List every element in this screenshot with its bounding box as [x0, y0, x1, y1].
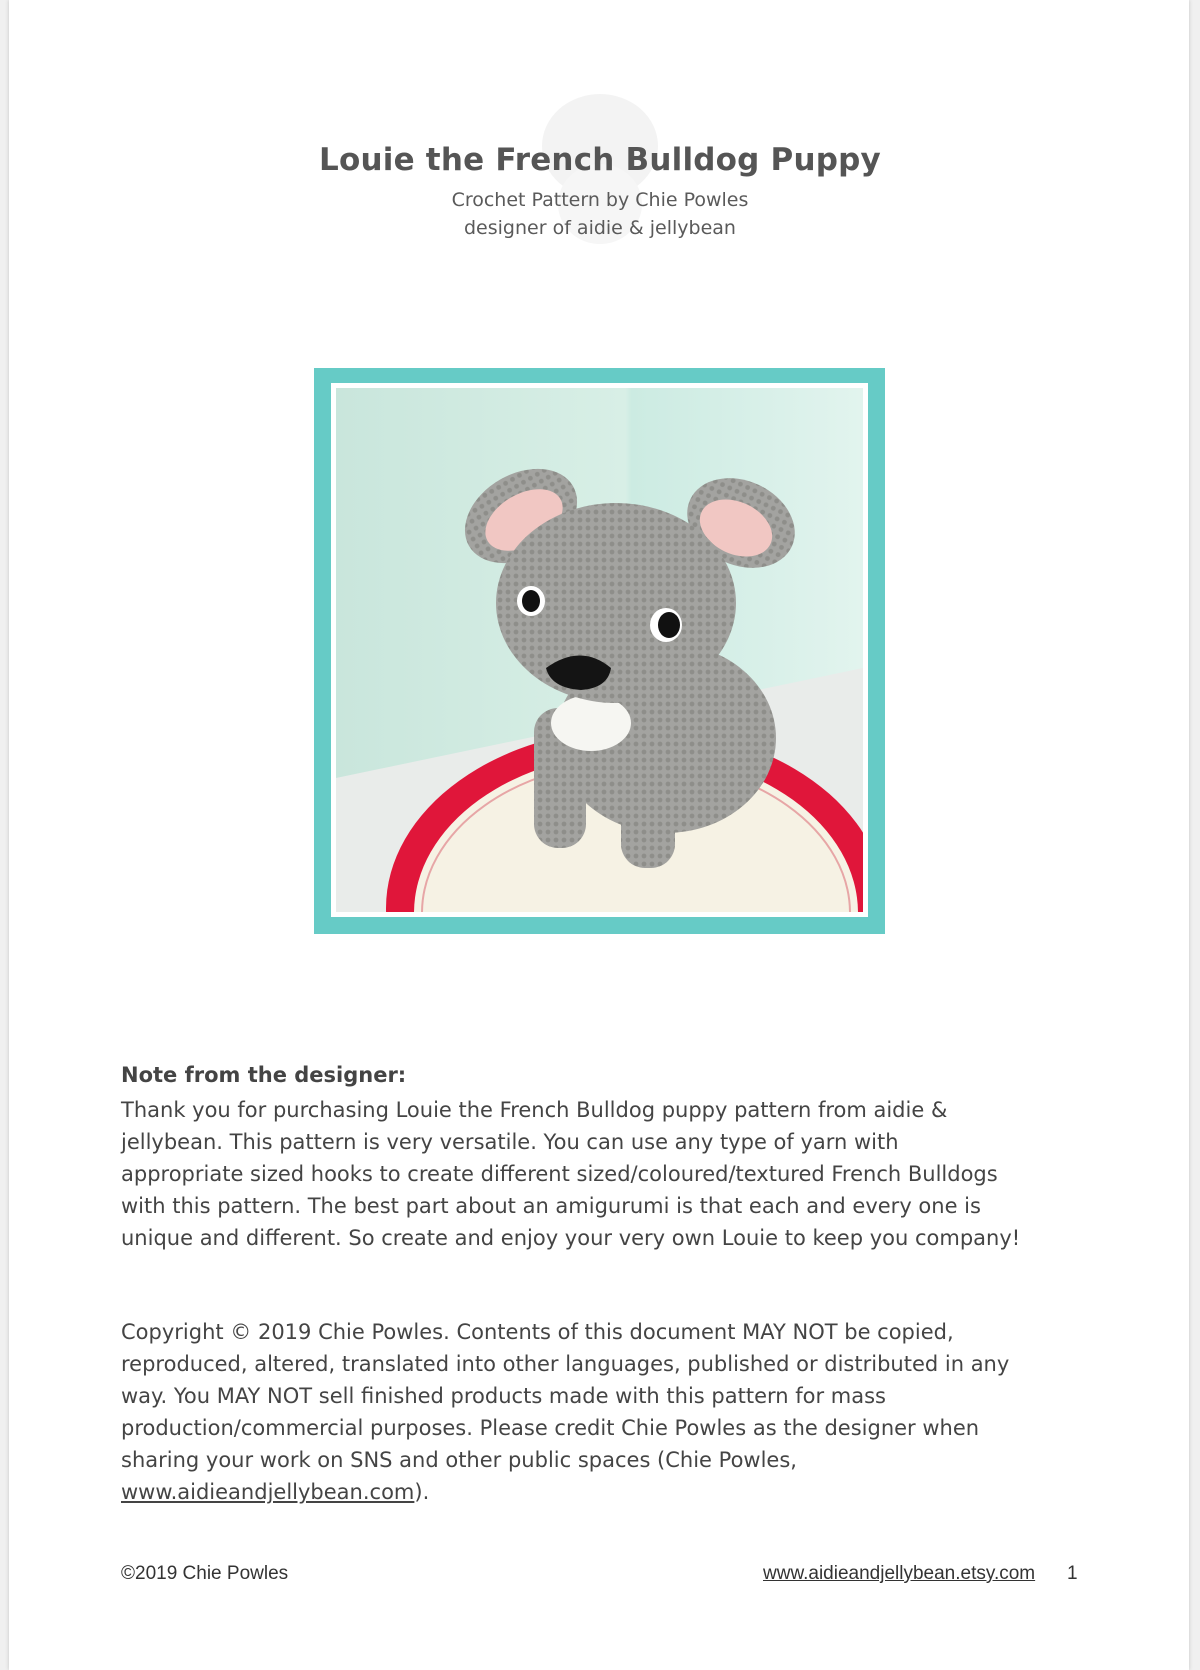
subtitle-designer: designer of aidie & jellybean	[464, 217, 736, 239]
bulldog-photo	[336, 388, 863, 912]
website-link[interactable]: www.aidieandjellybean.com	[121, 1480, 415, 1504]
note-heading: Note from the designer:	[121, 1063, 407, 1087]
copyright-paragraph	[121, 1316, 1021, 1508]
page-number: 1	[1067, 1563, 1078, 1584]
footer-etsy-link[interactable]: www.aidieandjellybean.etsy.com	[763, 1563, 1036, 1584]
copyright-text: Copyright © 2019 Chie Powles. Contents of this document MAY NOT be copied, reproduced, altered, translated into other languages, published or distributed in any way. You MAY NOT sell finished products made with this pattern for mass production/commercial purposes. Please credit Chie Powles as the designer when sharing your work on SNS and other public spaces (Chie Powles,	[121, 1320, 1010, 1472]
subtitle-author: Crochet Pattern by Chie Powles	[451, 189, 749, 211]
copyright-text-end: ).	[414, 1480, 430, 1504]
photo-mat	[331, 383, 868, 917]
page-title: Louie the French Bulldog Puppy	[319, 142, 881, 178]
photo-frame	[314, 368, 885, 934]
footer-copyright: ©2019 Chie Powles	[121, 1563, 289, 1584]
note-paragraph: Thank you for purchasing Louie the French Bulldog puppy pattern from aidie & jellybean. This pattern is very versatile. You can use any type of yarn with appropriate sized hooks to create different sized/coloured/textured French Bulldogs with this pattern. The best part about an amigurumi is that each and every one is unique and different. So create and enjoy your very own Louie to keep you company!	[121, 1098, 1021, 1250]
